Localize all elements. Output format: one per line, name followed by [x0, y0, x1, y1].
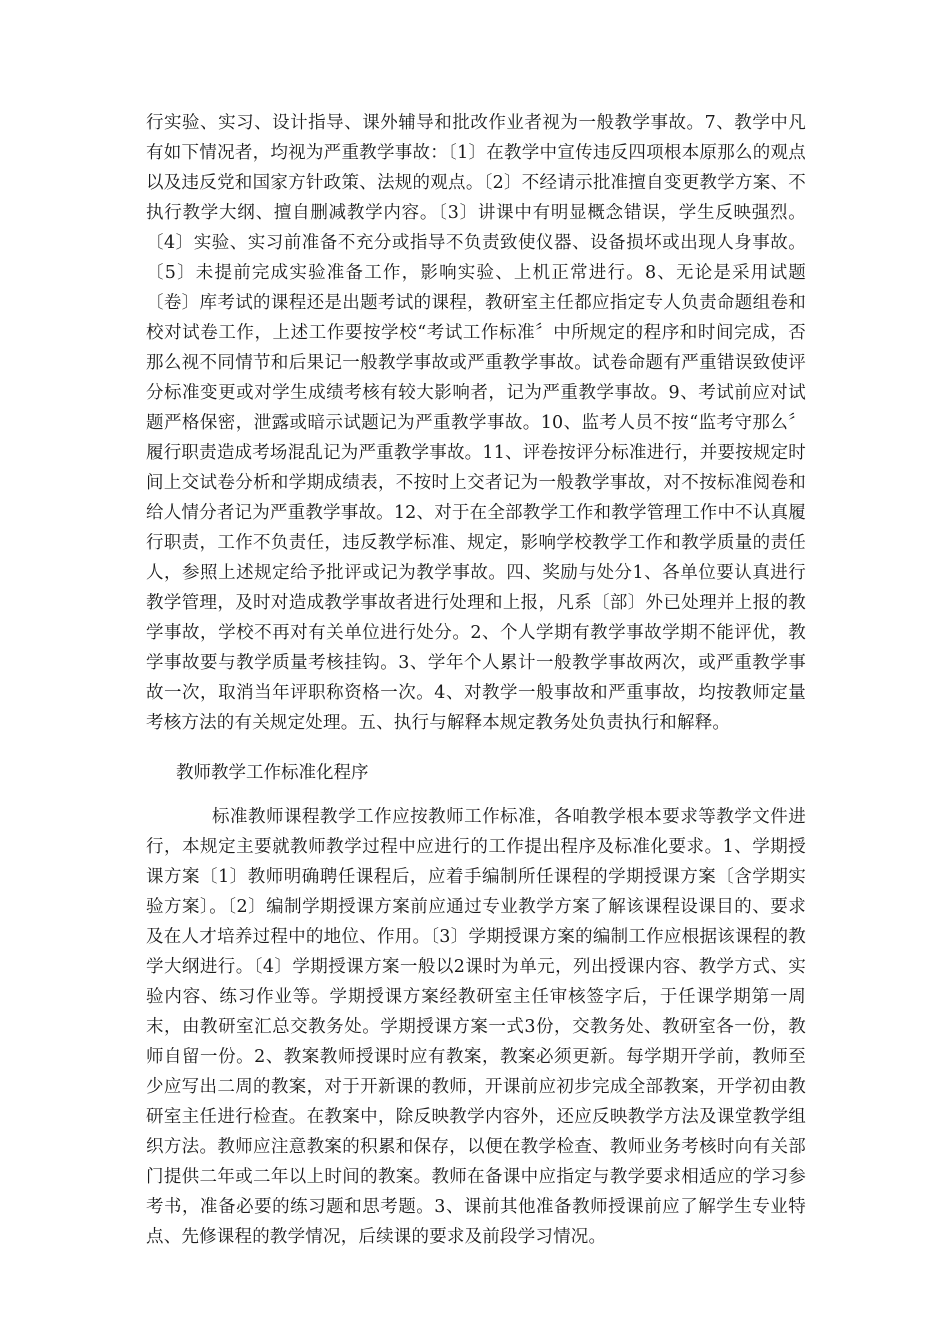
document-page	[146, 108, 806, 1252]
section-heading: 教师教学工作标准化程序	[176, 763, 369, 783]
body-paragraph-1: 行实验、实习、设计指导、课外辅导和批改作业者视为一般教学事故。7、教学中凡有如下情况者，均视为严重教学事故：〔1〕在教学中宣传违反四项根本原那么的观点以及违反党和国家方针政策、法规的观点。〔2〕不经请示批准擅自变更教学方案、不执行教学大纲、擅自删减教学内容。〔3〕讲课中有明显概念错误，学生反映强烈。〔4〕实验、实习前准备不充分或指导不负责致使仪器、设备损坏或出现人身事故。〔5〕未提前完成实验准备工作，影响实验、上机正常进行。8、无论是采用试题〔卷〕库考试的课程还是出题考试的课程，教研室主任都应指定专人负责命题组卷和校对试卷工作，上述工作要按学校“考试工作标准〞中所规定的程序和时间完成，否那么视不同情节和后果记一般教学事故或严重教学事故。试卷命题有严重错误致使评分标准变更或对学生成绩考核有较大影响者，记为严重教学事故。9、考试前应对试题严格保密，泄露或暗示试题记为严重教学事故。10、监考人员不按“监考守那么〞履行职责造成考场混乱记为严重教学事故。11、评卷按评分标准进行，并要按规定时间上交试卷分析和学期成绩表，不按时上交者记为一般教学事故，对不按标准阅卷和给人情分者记为严重教学事故。12、对于在全部教学工作和教学管理工作中不认真履行职责，工作不负责任，违反教学标准、规定，影响学校教学工作和教学质量的责任人，参照上述规定给予批评或记为教学事故。四、奖励与处分1、各单位要认真进行教学管理，及时对造成教学事故者进行处理和上报，凡系〔部〕外已处理并上报的教学事故，学校不再对有关单位进行处分。2、个人学期有教学事故学期不能评优，教学事故要与教学质量考核挂钩。3、学年个人累计一般教学事故两次，或严重教学事故一次，取消当年评职称资格一次。4、对教学一般事故和严重事故，均按教师定量考核方法的有关规定处理。五、执行与解释本规定教务处负责执行和解释。	[146, 113, 806, 733]
body-paragraph-2: 标准教师课程教学工作应按教师工作标准，各咱教学根本要求等教学文件进行，本规定主要就教师教学过程中应进行的工作提出程序及标准化要求。1、学期授课方案〔1〕教师明确聘任课程后，应着手编制所任课程的学期授课方案〔含学期实验方案〕。〔2〕编制学期授课方案前应通过专业教学方案了解该课程设课目的、要求及在人才培养过程中的地位、作用。〔3〕学期授课方案的编制工作应根据该课程的教学大纲进行。〔4〕学期授课方案一般以2课时为单元，列出授课内容、教学方式、实验内容、练习作业等。学期授课方案经教研室主任审核签字后，于任课学期第一周末，由教研室汇总交教务处。学期授课方案一式3份，交教务处、教研室各一份，教师自留一份。2、教案教师授课时应有教案，教案必须更新。每学期开学前，教师至少应写出二周的教案，对于开新课的教师，开课前应初步完成全部教案，开学初由教研室主任进行检查。在教案中，除反映教学内容外，还应反映教学方法及课堂教学组织方法。教师应注意教案的积累和保存，以便在教学检查、教师业务考核时向有关部门提供二年或二年以上时间的教案。教师在备课中应指定与教学要求相适应的学习参考书，准备必要的练习题和思考题。3、课前其他准备教师授课前应了解学生专业特点、先修课程的教学情况，后续课的要求及前段学习情况。	[146, 807, 806, 1247]
